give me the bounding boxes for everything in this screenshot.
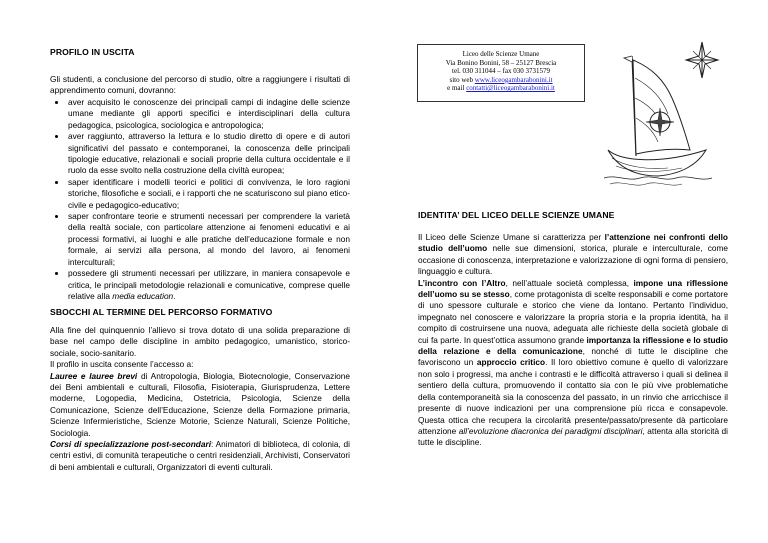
sbocchi-title: SBOCCHI AL TERMINE DEL PERCORSO FORMATIVO (50, 307, 273, 317)
address-line-1: Liceo delle Scienze Umane (462, 50, 540, 58)
identita-text-4: , come protagonista di scelte responsabili e come portatore di uno spessore culturale e storico che viene da lontano. Pertanto l’individuo, impegnato nel conoscere e valorizzare la propria storia e la propria identità, ha il compito di costruirsene una nuova, adeguata alle richieste della società globale di cui fa parte. In quest’ottica assumono grande (418, 289, 729, 345)
profilo-bullet-4: • saper confrontare teorie e strumenti necessari per comprendere la varietà della realtà sociale, con particolare attenzione ai fenomeni educativi e ai processi formativi, ai luoghi e alle pratiche dell’educazione formale e non formale, ai servizi alla persona, al mondo del lavoro, ai fenomeni interculturali; (67, 211, 350, 268)
profilo-bullet-list (50, 97, 350, 302)
identita-text-6: . Il loro obiettivo comune è quello di valorizzare non solo i progressi, ma anche i contrasti e le difficoltà attraverso i quali si delinea il sentiero della cultura, promuovendo il contatto sia con le più vive problematiche della contemporaneità sia la conoscenza del passato, in un rinvio che arricchisce il presente di nuove indicazioni per una comprensione più ricca e consapevole. Questa ottica che recupera la circolarità presente/passato/presente dà particolare attenzione (418, 357, 728, 436)
identita-text-3: , nell’attuale società complessa, (505, 277, 634, 288)
profilo-bullet-3: • saper identificare i modelli teorici e politici di convivenza, le loro ragioni storiche, filosofiche e sociali, e i rapporti che ne scaturiscono sul piano etico-civile e pedagogico-educativo; (67, 177, 350, 211)
profilo-title: PROFILO IN USCITA (50, 47, 135, 57)
sailing-ship-compass-logo (602, 38, 722, 188)
identita-bold-5: approccio critico (476, 357, 546, 368)
profilo-intro: Gli studenti, a conclusione del percorso di studio, oltre a raggiungere i risultati di apprendimento comuni, dovranno: (50, 74, 350, 96)
identita-text-1: Il Liceo delle Scienze Umane si caratterizza per (418, 232, 605, 242)
website-link[interactable]: www.liceogambarabonini.it (474, 75, 553, 84)
identita-bold-2: L’incontro con l’Altro (418, 277, 506, 288)
identita-italic-1: all’evoluzione diacronica dei paradigmi disciplinari (458, 425, 643, 436)
identita-title: IDENTITA’ DEL LICEO DELLE SCIENZE UMANE (418, 210, 615, 220)
bullet-5-text: possedere gli strumenti necessari per utilizzare, in maniera consapevole e critica, le principali metodologie relazionali e comunicative, comprese quelle relative alla (68, 268, 350, 301)
sbocchi-p2: Il profilo in uscita consente l’accesso a: (50, 359, 194, 370)
identita-bold-1: l’attenzione nei confronti dello studio dell’uomo (418, 232, 728, 254)
lauree-label: Lauree e lauree brevi (50, 370, 138, 381)
profilo-bullet-5 (67, 268, 350, 302)
profilo-bullet-1: • aver acquisito le conoscenze dei principali campi di indagine delle scienze umane mediante gli apporti specifici e interdisciplinari della cultura pedagogica, psicologica, sociologica e antropologica; (67, 97, 350, 131)
identita-text-5: , nonché di tutte le discipline che favoriscono un (418, 346, 728, 368)
profilo-bullet-2: • aver raggiunto, attraverso la lettura e lo studio diretto di opere e di autori significativi del passato e contemporanei, la conoscenza delle principali tipologie educative, relazionali e sociali proprie della cultura occidentale e il ruolo da esse svolto nella costruzione della civiltà europea; (67, 131, 350, 177)
identita-bold-4: importanza la riflessione e lo studio della relazione e della comunicazione (418, 334, 728, 357)
school-address-box (417, 44, 585, 102)
identita-bold-3: impone una riflessione dell’uomo su se stesso (418, 277, 728, 300)
compass-star-icon (686, 42, 718, 78)
address-line-2: Via Bonino Bonini, 58 – 25127 Brescia (445, 58, 557, 67)
sbocchi-block (50, 325, 350, 473)
address-line-3: tel. 030 311044 – fax 030 3731579 (452, 67, 550, 76)
bullet-5-italic: media education (112, 290, 174, 301)
identita-body (418, 232, 728, 449)
address-web-row (418, 76, 584, 85)
address-mail-row (418, 84, 584, 93)
mail-prefix: e mail (447, 84, 467, 93)
lauree-text: di Antropologia, Biologia, Biotecnologie, Conservazione dei Beni ambientali e culturali, Filosofia, Fisioterapia, Giurisprudenza, Lettere moderne, Logopedia, Medicina, Ostetricia, Psicologia, Scienze della Comunicazione, Scienze dell’Educazione, Scienze della Formazione primaria, Scienze Infermieristiche, Scienze Motorie, Scienze Naturali, Scienze Politiche, Sociologia. (50, 370, 351, 438)
identita-text-2: nelle sue dimensioni, storica, plurale e interculturale, come occasione di conoscenza, interpretazione e valorizzazione di ogni forma di pensiero, linguaggio e cultura. (418, 243, 729, 277)
identita-text-7: , attenta alla storicità di tutte le discipline. (418, 425, 729, 448)
bullet-5-end: . (173, 290, 176, 301)
sbocchi-p1: Alla fine del quinquennio l’allievo si trova dotato di una solida preparazione di base nel campo delle discipline in ambito pedagogico, umanistico, storico-sociale, socio-sanitario. (50, 325, 350, 358)
email-link[interactable]: contatti@liceogambarabonini.it (466, 84, 555, 93)
corsi-text: : Animatori di biblioteca, di colonia, di centri estivi, di comunità terapeutiche o centri residenziali, Archivisti, Conservatori di beni ambientali e culturali, Organizzatori di eventi culturali. (50, 439, 350, 472)
corsi-label: Corsi di specializzazione post-secondari (50, 439, 211, 450)
web-prefix: sito web (449, 75, 475, 84)
